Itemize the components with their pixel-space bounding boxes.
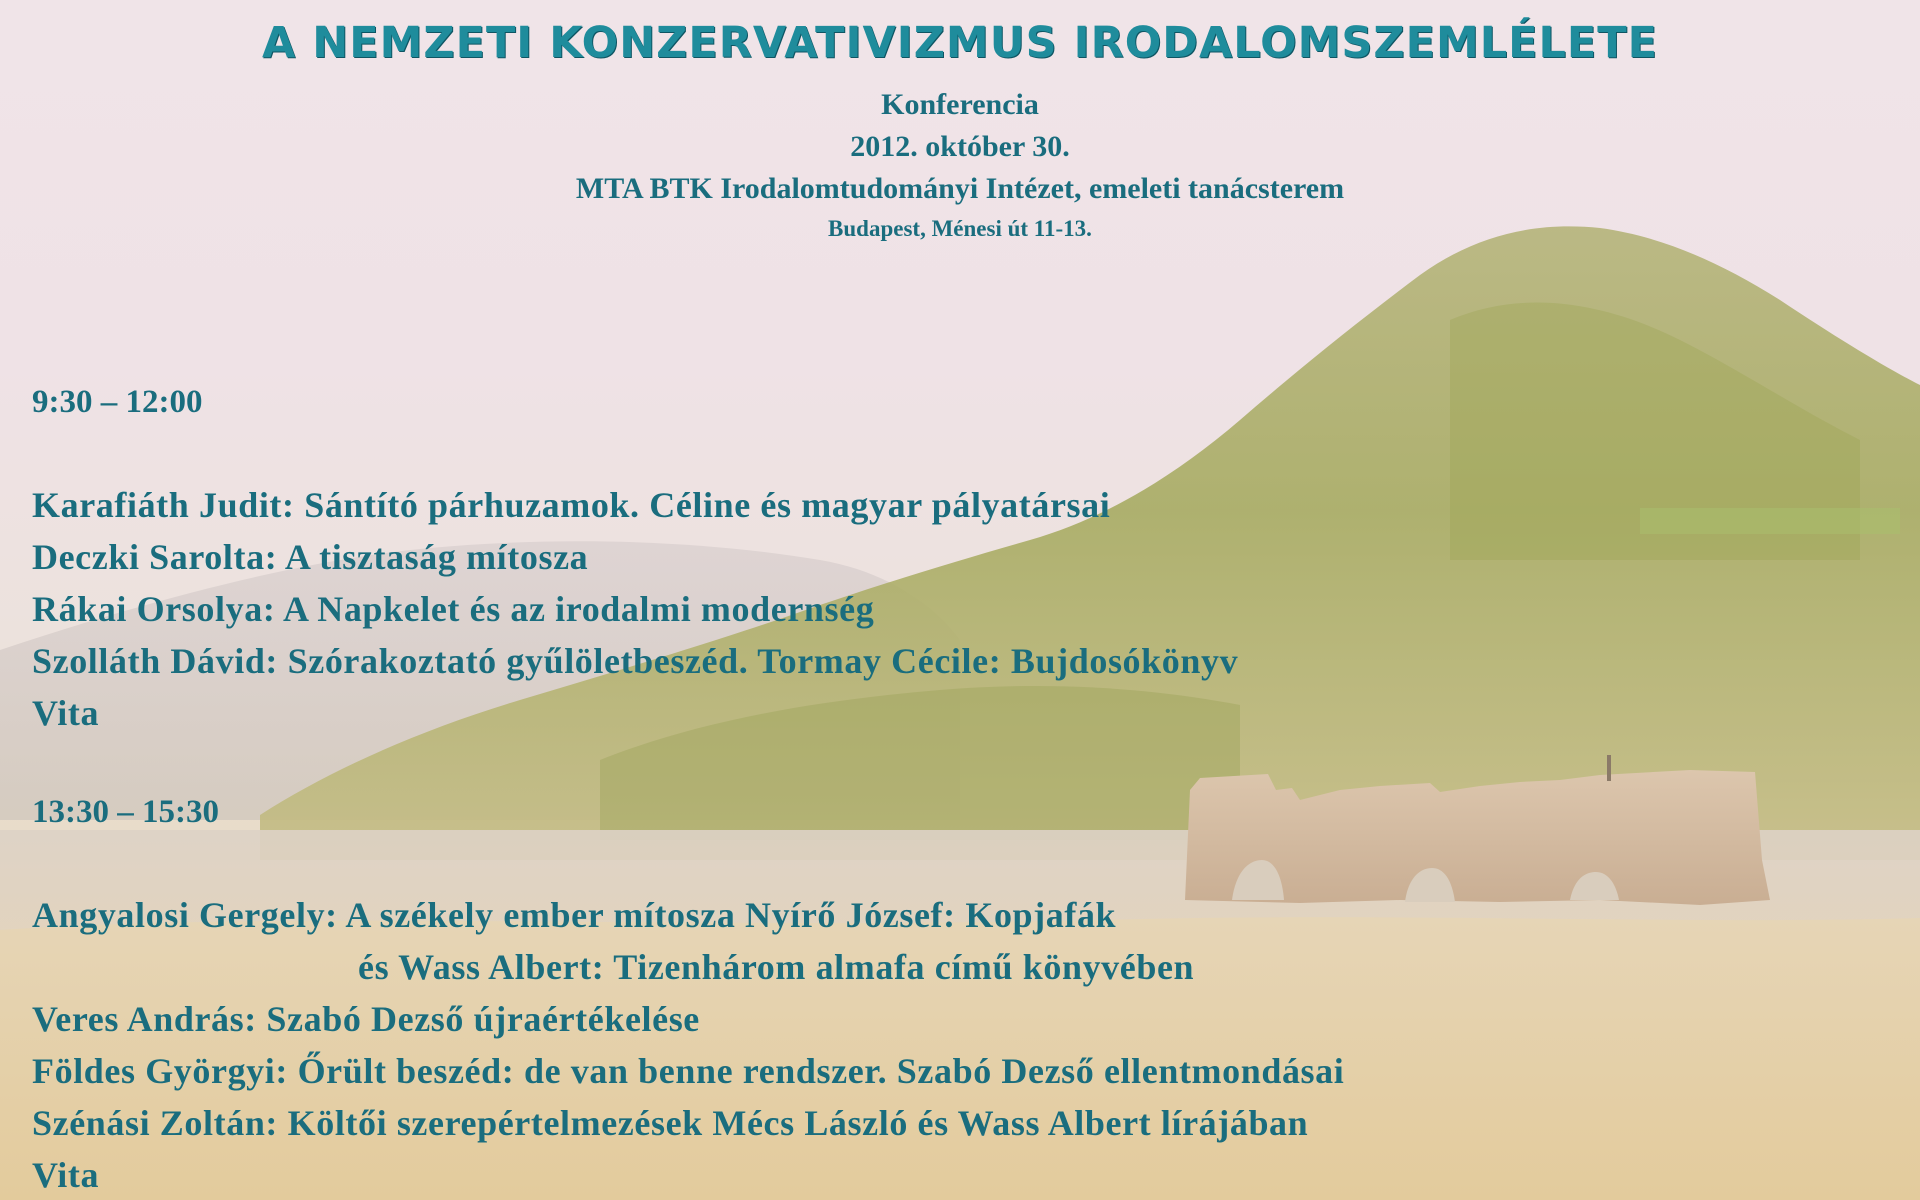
event-type: Konferencia [881, 88, 1039, 121]
session-1-time: 9:30 – 12:00 [32, 384, 203, 420]
session-2-time: 13:30 – 15:30 [32, 794, 219, 830]
program-item-continuation: és Wass Albert: Tizenhárom almafa című könyvében [358, 947, 1195, 987]
program-item: Szolláth Dávid: Szórakoztató gyűlöletbeszéd. Tormay Cécile: Bujdosókönyv [32, 641, 1239, 681]
event-address: Budapest, Ménesi út 11-13. [828, 216, 1092, 241]
program-item-discussion: Vita [32, 693, 100, 733]
program-item: Karafiáth Judit: Sántító párhuzamok. Céline és magyar pályatársai [32, 485, 1111, 525]
program-item: Földes Györgyi: Őrült beszéd: de van benne rendszer. Szabó Dezső ellentmondásai [32, 1051, 1345, 1091]
program-item: Rákai Orsolya: A Napkelet és az irodalmi modernség [32, 589, 875, 629]
program-item-discussion: Vita [32, 1155, 100, 1195]
program-item: Deczki Sarolta: A tisztaság mítosza [32, 537, 589, 577]
event-venue: MTA BTK Irodalomtudományi Intézet, emeleti tanácsterem [575, 172, 1345, 205]
event-date: 2012. október 30. [850, 130, 1070, 163]
program-item: Veres András: Szabó Dezső újraértékelése [32, 999, 700, 1039]
program-item: Szénási Zoltán: Költői szerepértelmezések Mécs László és Wass Albert lírájában [32, 1103, 1309, 1143]
poster-title: A NEMZETI KONZERVATIVIZMUS IRODALOMSZEMLÉLETE [262, 18, 1658, 68]
program-item: Angyalosi Gergely: A székely ember mítosza Nyírő József: Kopjafák [32, 895, 1117, 935]
